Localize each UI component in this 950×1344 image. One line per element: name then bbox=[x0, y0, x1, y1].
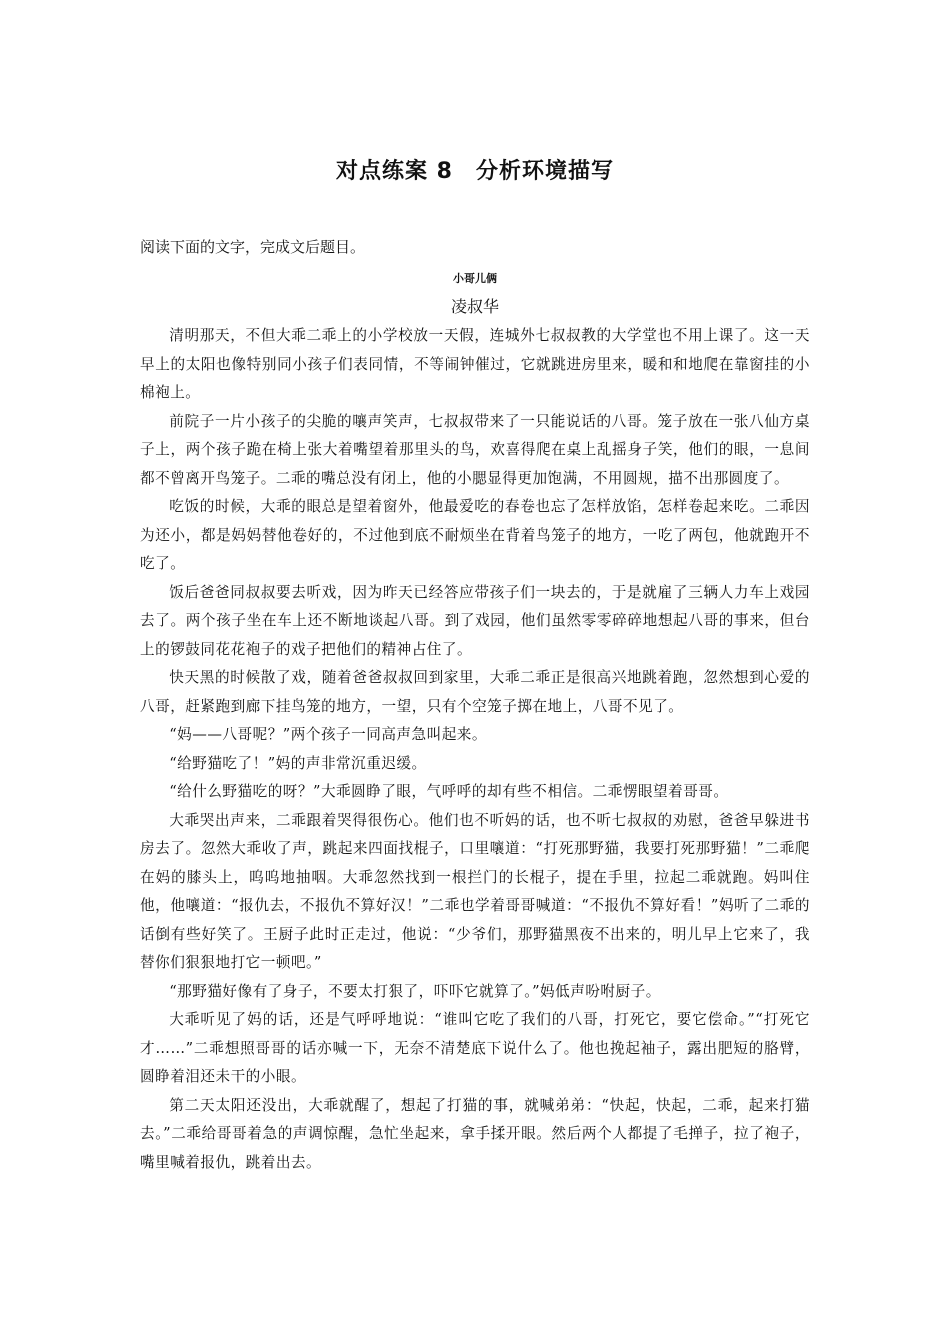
paragraph-9: 大乖哭出声来，二乖跟着哭得很伤心。他们也不听妈的话，也不听七叔叔的劝慰，爸爸早躲进书房去了。忽然大乖收了声，跳起来四面找棍子，口里嚷道：“打死那野猫，我要打死那野猫！”二乖爬在妈的膝头上，呜呜地抽咽。大乖忽然找到一根拦门的长棍子，提在手里，拉起二乖就跑。妈叫住他，他嚷道：“报仇去，不报仇不算好汉！”二乖也学着哥哥喊道：“不报仇不算好看！”妈听了二乖的话倒有些好笑了。王厨子此时正走过，他说：“少爷们，那野猫黑夜不出来的，明儿早上它来了，我替你们狠狠地打它一顿吧。” bbox=[140, 811, 810, 971]
paragraph-10: “那野猫好像有了身子，不要太打狠了，吓吓它就算了。”妈低声吩咐厨子。 bbox=[169, 982, 661, 1000]
paragraph-7: “给野猫吃了！”妈的声非常沉重迟缓。 bbox=[169, 754, 427, 772]
instruction-text: 阅读下面的文字，完成文后题目。 bbox=[140, 238, 366, 256]
paragraph-6: “妈——八哥呢？”两个孩子一同高声急叫起来。 bbox=[169, 726, 487, 743]
page-title: 对点练案 8 分析环境描写 bbox=[336, 159, 614, 184]
paragraph-11: 大乖听见了妈的话，还是气呼呼地说：“谁叫它吃了我们的八哥，打死它，要它偿命。”“打死它才……”二乖想照哥哥的话亦喊一下，无奈不清楚底下说什么了。他也挽起袖子，露出肥短的胳臂，圆睁着泪还未干的小眼。 bbox=[140, 1011, 810, 1085]
paragraph-5: 快天黑的时候散了戏，随着爸爸叔叔回到家里，大乖二乖正是很高兴地跳着跑，忽然想到心爱的八哥，赶紧跑到廊下挂鸟笼的地方，一望，只有个空笼子掷在地上，八哥不见了。 bbox=[140, 669, 810, 715]
paragraph-3: 吃饭的时候，大乖的眼总是望着窗外，他最爱吃的春卷也忘了怎样放馅，怎样卷起来吃。二乖因为还小，都是妈妈替他卷好的，不过他到底不耐烦坐在背着鸟笼子的地方，一吃了两包，他就跑开不吃了。 bbox=[140, 498, 810, 572]
story-body bbox=[140, 322, 810, 1177]
paragraph-4: 饭后爸爸同叔叔要去听戏，因为昨天已经答应带孩子们一块去的，于是就雇了三辆人力车上戏园去了。两个孩子坐在车上还不断地谈起八哥。到了戏园，他们虽然零零碎碎地想起八哥的事来，但台上的锣鼓同花花袍子的戏子把他们的精神占住了。 bbox=[140, 583, 810, 658]
paragraph-12: 第二天太阳还没出，大乖就醒了，想起了打猫的事，就喊弟弟：“快起，快起，二乖，起来打猫去。”二乖给哥哥着急的声调惊醒，急忙坐起来，拿手揉开眼。然后两个人都提了毛掸子，拉了袍子，嘴里喊着报仇，跳着出去。 bbox=[140, 1096, 810, 1171]
story-title: 小哥儿俩 bbox=[453, 272, 497, 285]
paragraph-2: 前院子一片小孩子的尖脆的嚷声笑声，七叔叔带来了一只能说话的八哥。笼子放在一张八仙方桌子上，两个孩子跪在椅上张大着嘴望着那里头的鸟，欢喜得爬在桌上乱摇身子笑，他们的眼，一息间都不曾离开鸟笼子。二乖的嘴总没有闭上，他的小腮显得更加饱满，不用圆规，描不出那圆度了。 bbox=[140, 412, 810, 487]
paragraph-8: “给什么野猫吃的呀？”大乖圆睁了眼，气呼呼的却有些不相信。二乖愣眼望着哥哥。 bbox=[169, 783, 729, 800]
paragraph-1: 清明那天，不但大乖二乖上的小学校放一天假，连城外七叔叔教的大学堂也不用上课了。这一天早上的太阳也像特别同小孩子们表同情，不等闹钟催过，它就跳进房里来，暖和和地爬在靠窗挂的小棉袍上。 bbox=[140, 327, 810, 401]
story-author: 凌叔华 bbox=[450, 297, 499, 316]
